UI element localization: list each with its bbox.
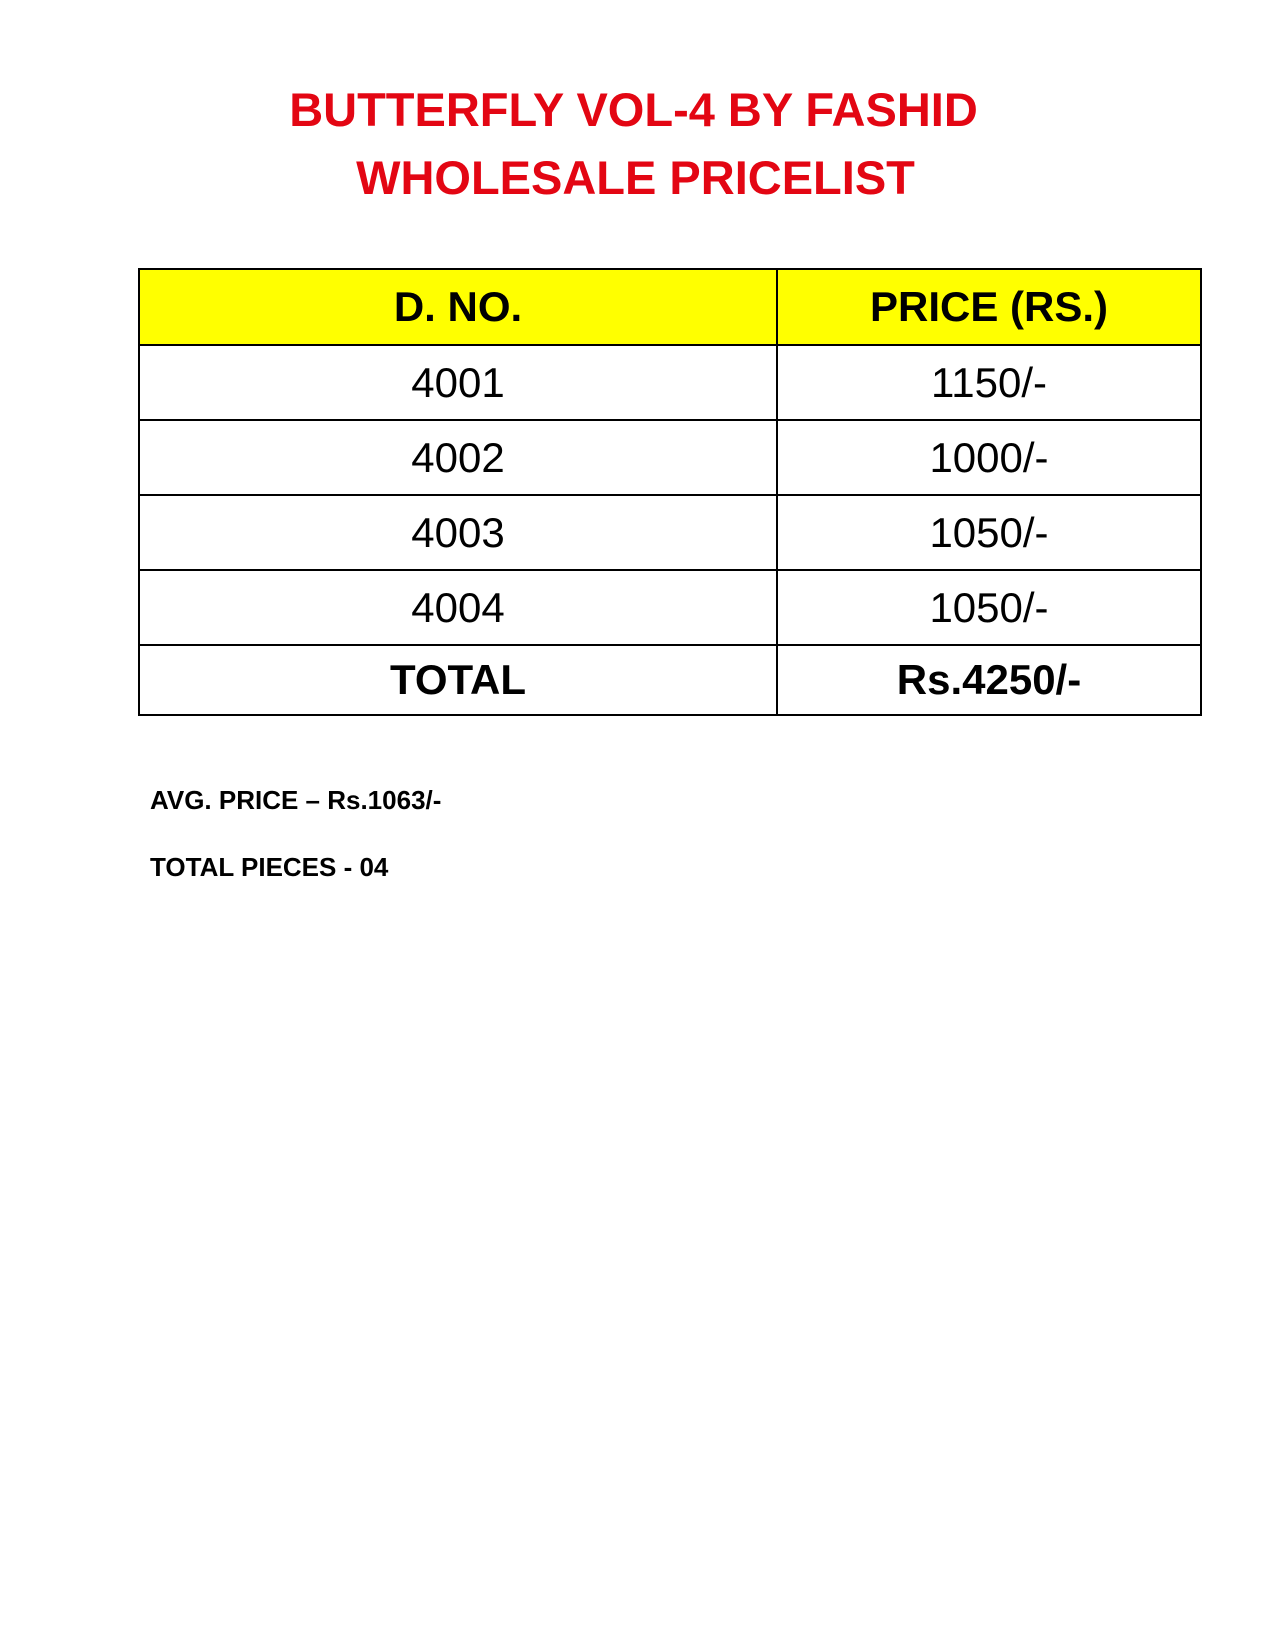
average-price-note: AVG. PRICE – Rs.1063/- — [150, 785, 442, 815]
total-pieces-note: TOTAL PIECES - 04 — [150, 852, 389, 882]
title-line-2: WHOLESALE PRICELIST — [356, 151, 915, 204]
price-cell: 1050/- — [777, 495, 1201, 570]
price-table — [138, 268, 1202, 716]
table-header-row — [139, 269, 1201, 345]
total-value: Rs.4250/- — [777, 645, 1201, 715]
total-row — [139, 645, 1201, 715]
table-row — [139, 495, 1201, 570]
design-number-cell: 4003 — [139, 495, 777, 570]
price-cell: 1000/- — [777, 420, 1201, 495]
table-row — [139, 420, 1201, 495]
title-line-1: BUTTERFLY VOL-4 BY FASHID — [289, 83, 978, 136]
price-cell: 1150/- — [777, 345, 1201, 420]
design-number-cell: 4004 — [139, 570, 777, 645]
price-cell: 1050/- — [777, 570, 1201, 645]
table-row — [139, 345, 1201, 420]
header-design-number: D. NO. — [139, 269, 777, 345]
design-number-cell: 4002 — [139, 420, 777, 495]
total-label: TOTAL — [139, 645, 777, 715]
design-number-cell: 4001 — [139, 345, 777, 420]
table-row — [139, 570, 1201, 645]
header-price: PRICE (RS.) — [777, 269, 1201, 345]
